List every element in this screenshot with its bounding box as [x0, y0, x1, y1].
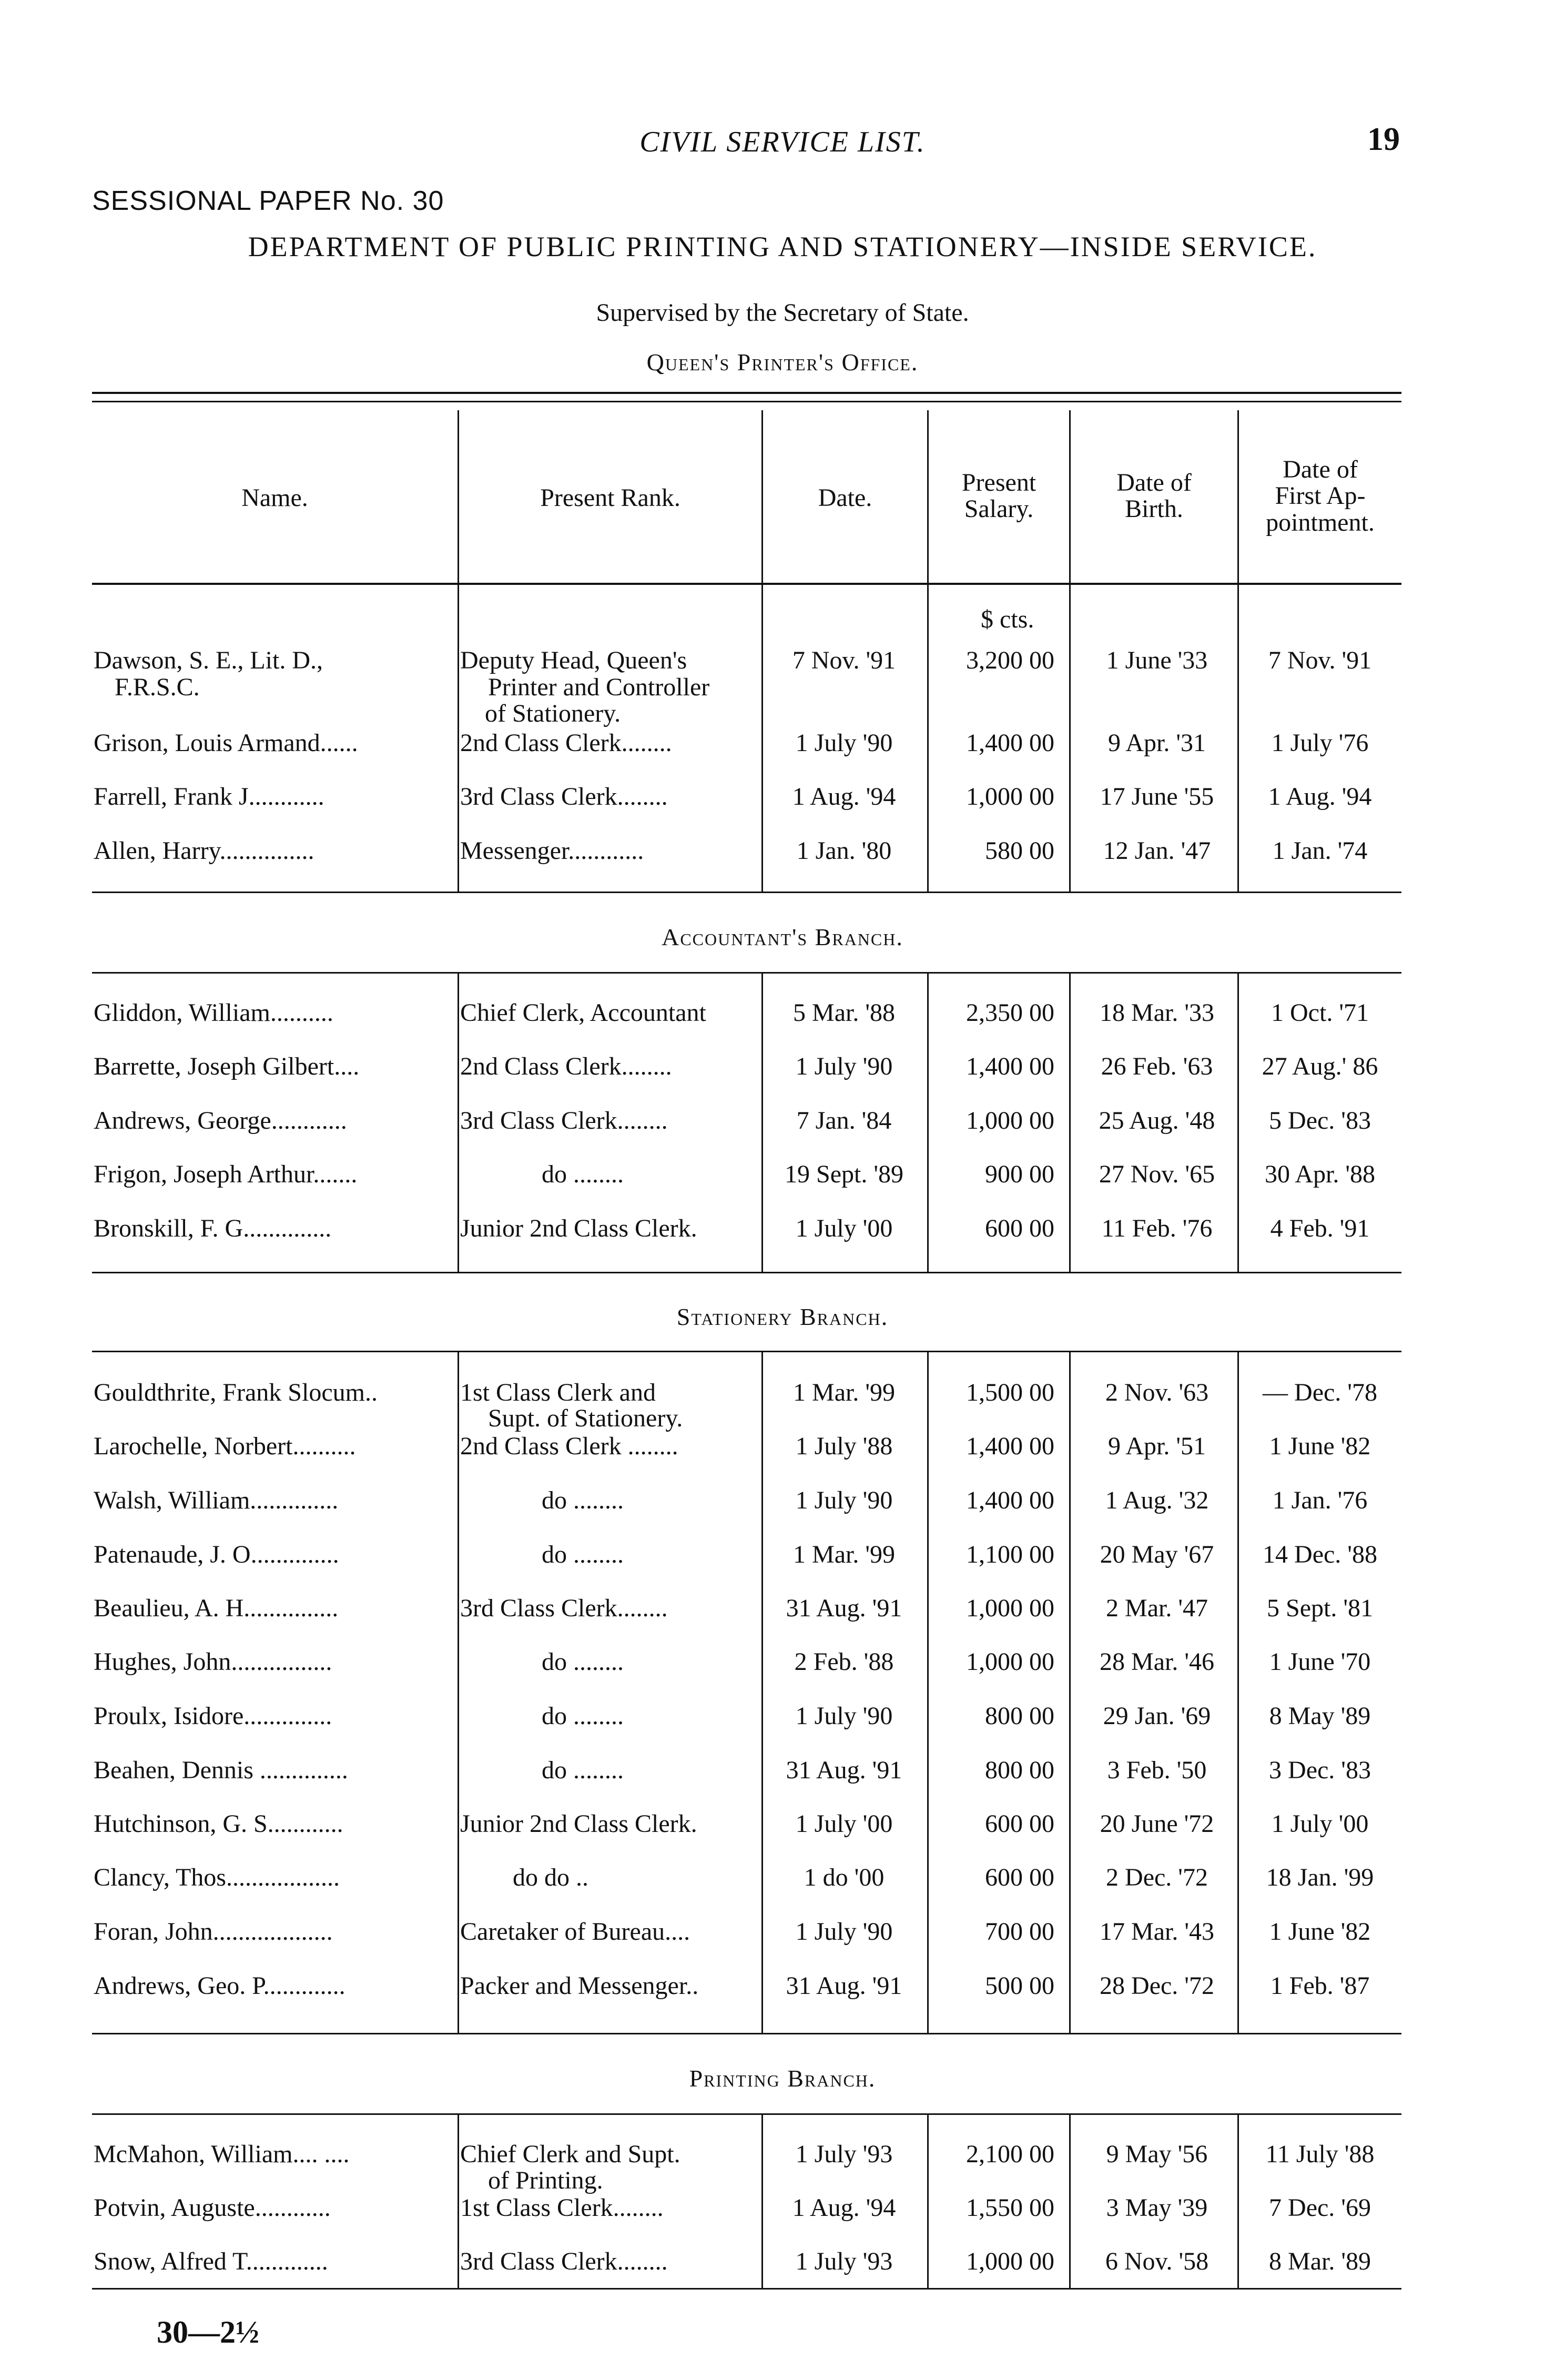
- section-rule: [92, 972, 1401, 974]
- cell-salary: 1,000 00: [966, 1107, 1054, 1135]
- cell-first-appointment: 1 Jan. '76: [1272, 1486, 1368, 1514]
- cell-date: 19 Sept. '89: [785, 1160, 903, 1188]
- cell-date: 1 Aug. '94: [792, 783, 896, 811]
- cell-salary: 1,500 00: [966, 1379, 1054, 1406]
- column-header-birth-line: Birth.: [1125, 495, 1183, 523]
- column-header-first-line: pointment.: [1266, 508, 1375, 536]
- cell-name: Walsh, William..............: [94, 1486, 339, 1514]
- cell-birth: 20 May '67: [1100, 1541, 1214, 1568]
- table-top-rule: [92, 392, 1401, 394]
- cell-name: Andrews, Geo. P.............: [94, 1972, 345, 2000]
- cell-birth: 9 Apr. '31: [1108, 729, 1206, 757]
- section-rule: [92, 2113, 1401, 2115]
- table-row: [0, 728, 1565, 760]
- column-header-birth: [1071, 470, 1237, 523]
- table-row: [0, 2193, 1565, 2225]
- cell-rank: do ........: [542, 1756, 624, 1784]
- cell-salary: 500 00: [985, 1972, 1054, 2000]
- table-row: [0, 1214, 1565, 1245]
- cell-salary: 1,000 00: [966, 783, 1054, 811]
- cell-rank: 2nd Class Clerk........: [460, 1052, 672, 1080]
- column-header-birth-line: Date of: [1116, 469, 1192, 497]
- cell-birth: 28 Mar. '46: [1100, 1648, 1214, 1676]
- cell-rank-continued: Supt. of Stationery.: [488, 1404, 683, 1432]
- cell-name: Frigon, Joseph Arthur.......: [94, 1160, 358, 1188]
- cell-rank: do ........: [542, 1648, 624, 1676]
- cell-rank: Packer and Messenger..: [460, 1972, 699, 2000]
- salary-units: $ cts.: [981, 605, 1034, 633]
- table-row: [0, 1702, 1565, 1733]
- cell-birth: 2 Mar. '47: [1106, 1594, 1208, 1622]
- column-header-first-line: Date of: [1283, 455, 1358, 483]
- column-header-date: Date.: [818, 484, 872, 512]
- column-header-salary-line: Present: [961, 469, 1036, 497]
- cell-first-appointment: 14 Dec. '88: [1263, 1541, 1377, 1568]
- cell-birth: 1 Aug. '32: [1105, 1486, 1209, 1514]
- table-row: [0, 836, 1565, 868]
- cell-first-appointment: 1 Jan. '74: [1272, 837, 1368, 865]
- cell-first-appointment: 1 June '82: [1269, 1432, 1371, 1460]
- cell-birth: 2 Nov. '63: [1105, 1379, 1209, 1406]
- cell-date: 1 July '90: [795, 1052, 893, 1080]
- cell-date: 7 Jan. '84: [796, 1107, 892, 1135]
- cell-first-appointment: 1 June '82: [1269, 1918, 1371, 1946]
- cell-salary: 1,000 00: [966, 1594, 1054, 1622]
- cell-birth: 3 Feb. '50: [1107, 1756, 1207, 1784]
- cell-name: Gouldthrite, Frank Slocum..: [94, 1379, 378, 1406]
- cell-first-appointment: 1 Aug. '94: [1268, 783, 1372, 811]
- cell-date: 1 July '90: [795, 1918, 893, 1946]
- cell-salary: 800 00: [985, 1702, 1054, 1730]
- cell-first-appointment: 1 June '70: [1269, 1648, 1371, 1676]
- cell-birth: 12 Jan. '47: [1103, 837, 1211, 865]
- cell-birth: 27 Nov. '65: [1099, 1160, 1215, 1188]
- header-bottom-rule: [92, 583, 1401, 585]
- cell-first-appointment: 5 Dec. '83: [1269, 1107, 1371, 1135]
- cell-name: Grison, Louis Armand......: [94, 729, 358, 757]
- cell-rank: Messenger............: [460, 837, 644, 865]
- cell-rank: Junior 2nd Class Clerk.: [460, 1810, 697, 1838]
- table-row: [0, 998, 1565, 1030]
- cell-name: McMahon, William.... ....: [94, 2140, 350, 2168]
- cell-rank-continued: Printer and Controller: [488, 673, 710, 701]
- cell-rank: do ........: [542, 1702, 624, 1730]
- column-header-salary-line: Salary.: [964, 495, 1034, 523]
- table-row: [0, 1971, 1565, 2003]
- cell-date: 1 July '00: [795, 1214, 893, 1242]
- table-row: [0, 1486, 1565, 1517]
- table-row: [0, 1052, 1565, 1083]
- page-number: 19: [1367, 121, 1400, 157]
- cell-birth: 17 June '55: [1100, 783, 1214, 811]
- cell-name-continued: F.R.S.C.: [115, 673, 200, 701]
- cell-first-appointment: — Dec. '78: [1263, 1379, 1377, 1406]
- cell-date: 1 July '90: [795, 729, 893, 757]
- department-title: DEPARTMENT OF PUBLIC PRINTING AND STATIONERY—INSIDE SERVICE.: [248, 231, 1317, 262]
- column-header-rank: Present Rank.: [540, 484, 680, 512]
- table-row: [0, 1863, 1565, 1895]
- signature-mark: 30—2½: [157, 2315, 259, 2349]
- cell-first-appointment: 1 July '76: [1271, 729, 1369, 757]
- cell-first-appointment: 11 July '88: [1265, 2140, 1375, 2168]
- running-title: CIVIL SERVICE LIST.: [639, 126, 926, 158]
- cell-rank: Caretaker of Bureau....: [460, 1918, 690, 1946]
- cell-name: Clancy, Thos..................: [94, 1864, 340, 1891]
- cell-date: 5 Mar. '88: [793, 999, 895, 1027]
- section-title: Accountant's Branch.: [662, 924, 903, 950]
- cell-birth: 25 Aug. '48: [1099, 1107, 1215, 1135]
- cell-rank: do ........: [542, 1541, 624, 1568]
- cell-first-appointment: 27 Aug.' 86: [1262, 1052, 1378, 1080]
- cell-date: 1 Mar. '99: [793, 1541, 895, 1568]
- cell-first-appointment: 3 Dec. '83: [1269, 1756, 1371, 1784]
- table-row: [0, 1594, 1565, 1625]
- cell-salary: 1,100 00: [966, 1541, 1054, 1568]
- cell-birth: 29 Jan. '69: [1103, 1702, 1211, 1730]
- cell-salary: 600 00: [985, 1810, 1054, 1838]
- cell-birth: 18 Mar. '33: [1100, 999, 1214, 1027]
- table-row: [0, 1540, 1565, 1572]
- cell-first-appointment: 1 July '00: [1271, 1810, 1369, 1838]
- cell-birth: 17 Mar. '43: [1100, 1918, 1214, 1946]
- cell-salary: 580 00: [985, 837, 1054, 865]
- cell-rank-continued: of Stationery.: [485, 700, 621, 727]
- cell-name: Gliddon, William..........: [94, 999, 333, 1027]
- section-title: Printing Branch.: [689, 2065, 876, 2092]
- cell-first-appointment: 30 Apr. '88: [1265, 1160, 1375, 1188]
- cell-date: 1 July '93: [795, 2140, 893, 2168]
- cell-rank: 2nd Class Clerk ........: [460, 1432, 678, 1460]
- column-header-name: Name.: [241, 484, 308, 512]
- cell-first-appointment: 7 Nov. '91: [1268, 646, 1372, 674]
- cell-salary: 1,400 00: [966, 1052, 1054, 1080]
- cell-rank: 3rd Class Clerk........: [460, 783, 668, 811]
- cell-birth: 28 Dec. '72: [1100, 1972, 1214, 2000]
- section-rule: [92, 2033, 1401, 2034]
- cell-name: Snow, Alfred T.............: [94, 2247, 328, 2275]
- column-header-salary: [929, 470, 1069, 523]
- cell-name: Hughes, John................: [94, 1648, 332, 1676]
- table-row: [0, 1647, 1565, 1679]
- cell-salary: 900 00: [985, 1160, 1054, 1188]
- table-row: [0, 782, 1565, 814]
- table-row: [0, 1917, 1565, 1949]
- cell-name: Larochelle, Norbert..........: [94, 1432, 356, 1460]
- cell-date: 1 Jan. '80: [796, 837, 892, 865]
- cell-date: 31 Aug. '91: [786, 1594, 902, 1622]
- cell-first-appointment: 18 Jan. '99: [1266, 1864, 1374, 1891]
- cell-salary: 1,400 00: [966, 1486, 1054, 1514]
- cell-salary: 2,350 00: [966, 999, 1054, 1027]
- cell-date: 1 July '88: [795, 1432, 893, 1460]
- cell-rank: Junior 2nd Class Clerk.: [460, 1214, 697, 1242]
- cell-name: Hutchinson, G. S............: [94, 1810, 343, 1838]
- cell-name: Patenaude, J. O..............: [94, 1541, 339, 1568]
- cell-salary: 1,400 00: [966, 1432, 1054, 1460]
- cell-name: Proulx, Isidore..............: [94, 1702, 332, 1730]
- cell-rank: 3rd Class Clerk........: [460, 1107, 668, 1135]
- table-row: [0, 1809, 1565, 1841]
- cell-first-appointment: 8 May '89: [1269, 1702, 1371, 1730]
- cell-rank: 3rd Class Clerk........: [460, 2247, 668, 2275]
- cell-birth: 26 Feb. '63: [1101, 1052, 1213, 1080]
- cell-name: Allen, Harry...............: [94, 837, 314, 865]
- table-row: [0, 1378, 1565, 1410]
- cell-date: 1 July '90: [795, 1702, 893, 1730]
- cell-name: Potvin, Auguste............: [94, 2194, 331, 2222]
- cell-rank: do ........: [542, 1160, 624, 1188]
- cell-name: Beahen, Dennis ..............: [94, 1756, 348, 1784]
- section-title: Stationery Branch.: [676, 1303, 889, 1330]
- table-top-rule: [92, 401, 1401, 402]
- cell-first-appointment: 5 Sept. '81: [1267, 1594, 1373, 1622]
- cell-salary: 2,100 00: [966, 2140, 1054, 2168]
- cell-date: 1 July '93: [795, 2247, 893, 2275]
- cell-salary: 1,000 00: [966, 1648, 1054, 1676]
- cell-birth: 9 May '56: [1106, 2140, 1208, 2168]
- table-row: [0, 1160, 1565, 1191]
- cell-date: 1 July '00: [795, 1810, 893, 1838]
- cell-first-appointment: 4 Feb. '91: [1270, 1214, 1370, 1242]
- sessional-paper: SESSIONAL PAPER No. 30: [92, 186, 444, 216]
- cell-rank: Deputy Head, Queen's: [460, 646, 687, 674]
- cell-date: 31 Aug. '91: [786, 1972, 902, 2000]
- cell-date: 1 Aug. '94: [792, 2194, 896, 2222]
- cell-date: 1 July '90: [795, 1486, 893, 1514]
- cell-birth: 20 June '72: [1100, 1810, 1214, 1838]
- table-row: [0, 2140, 1565, 2171]
- cell-rank: 1st Class Clerk........: [460, 2194, 664, 2222]
- cell-birth: 9 Apr. '51: [1108, 1432, 1206, 1460]
- section-rule: [92, 1351, 1401, 1352]
- cell-name: Bronskill, F. G..............: [94, 1214, 332, 1242]
- cell-first-appointment: 1 Feb. '87: [1270, 1972, 1370, 2000]
- cell-first-appointment: 7 Dec. '69: [1269, 2194, 1371, 2222]
- cell-name: Dawson, S. E., Lit. D.,: [94, 646, 323, 674]
- section-rule: [92, 1272, 1401, 1273]
- cell-salary: 3,200 00: [966, 646, 1054, 674]
- cell-birth: 6 Nov. '58: [1105, 2247, 1209, 2275]
- table-row: [0, 2247, 1565, 2278]
- cell-salary: 700 00: [985, 1918, 1054, 1946]
- cell-date: 1 Mar. '99: [793, 1379, 895, 1406]
- cell-name: Foran, John...................: [94, 1918, 333, 1946]
- table-row: [0, 1756, 1565, 1787]
- cell-rank: 2nd Class Clerk........: [460, 729, 672, 757]
- table-row: [0, 646, 1565, 677]
- cell-date: 31 Aug. '91: [786, 1756, 902, 1784]
- cell-salary: 1,550 00: [966, 2194, 1054, 2222]
- cell-rank: 3rd Class Clerk........: [460, 1594, 668, 1622]
- section-rule: [92, 892, 1401, 893]
- cell-salary: 600 00: [985, 1214, 1054, 1242]
- cell-first-appointment: 1 Oct. '71: [1271, 999, 1369, 1027]
- table-bottom-rule: [92, 2288, 1401, 2290]
- cell-first-appointment: 8 Mar. '89: [1269, 2247, 1371, 2275]
- table-row: [0, 1106, 1565, 1138]
- cell-rank: do do ..: [513, 1864, 588, 1891]
- cell-date: 2 Feb. '88: [794, 1648, 894, 1676]
- cell-birth: 11 Feb. '76: [1101, 1214, 1213, 1242]
- column-header-first-appointment: [1239, 457, 1401, 536]
- cell-birth: 2 Dec. '72: [1106, 1864, 1208, 1891]
- cell-salary: 1,000 00: [966, 2247, 1054, 2275]
- section-title: Queen's Printer's Office.: [646, 349, 919, 376]
- cell-salary: 800 00: [985, 1756, 1054, 1784]
- cell-rank: Chief Clerk and Supt.: [460, 2140, 680, 2168]
- cell-salary: 1,400 00: [966, 729, 1054, 757]
- cell-name: Farrell, Frank J............: [94, 783, 324, 811]
- cell-rank: 1st Class Clerk and: [460, 1379, 656, 1406]
- cell-birth: 3 May '39: [1106, 2194, 1208, 2222]
- cell-date: 7 Nov. '91: [792, 646, 896, 674]
- table-row: [0, 1432, 1565, 1463]
- cell-name: Andrews, George............: [94, 1107, 347, 1135]
- cell-name: Beaulieu, A. H...............: [94, 1594, 339, 1622]
- cell-rank-continued: of Printing.: [488, 2166, 603, 2194]
- cell-birth: 1 June '33: [1106, 646, 1208, 674]
- column-header-first-line: First Ap-: [1275, 482, 1366, 510]
- cell-name: Barrette, Joseph Gilbert....: [94, 1052, 360, 1080]
- supervised-line: Supervised by the Secretary of State.: [596, 299, 969, 327]
- cell-rank: Chief Clerk, Accountant: [460, 999, 706, 1027]
- cell-rank: do ........: [542, 1486, 624, 1514]
- cell-date: 1 do '00: [804, 1864, 885, 1891]
- cell-salary: 600 00: [985, 1864, 1054, 1891]
